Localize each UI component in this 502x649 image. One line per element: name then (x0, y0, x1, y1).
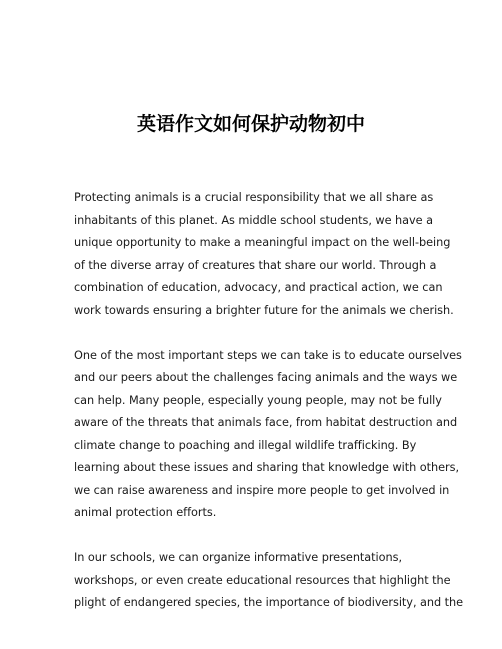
text-line: climate change to poaching and illegal wildlife trafficking. By (74, 438, 417, 452)
text-line: aware of the threats that animals face, from habitat destruction and (74, 416, 458, 429)
text-line: we can raise awareness and inspire more people to get involved in (74, 483, 450, 497)
text-line: work towards ensuring a brighter future for the animals we cherish. (74, 303, 454, 317)
text-line: combination of education, advocacy, and practical action, we can (74, 281, 443, 294)
text-line: and our peers about the challenges facing animals and the ways we (74, 371, 458, 384)
text-line: plight of endangered species, the importance of biodiversity, and the (74, 596, 464, 609)
text-line: unique opportunity to make a meaningful impact on the well-being (74, 236, 451, 249)
text-line: inhabitants of this planet. As middle school students, we have a (74, 213, 433, 227)
text-line: can help. Many people, especially young people, may not be fully (74, 393, 442, 407)
document-title: 英语作文如何保护动物初中 (136, 113, 365, 135)
paragraph-1 (74, 187, 454, 322)
text-line: of the diverse array of creatures that share our world. Through a (74, 258, 437, 272)
text-line: learning about these issues and sharing that knowledge with others, (74, 461, 459, 474)
paragraph-3 (74, 547, 464, 615)
text-line: Protecting animals is a crucial responsibility that we all share as (74, 191, 434, 204)
document-body (74, 187, 464, 637)
paragraph-2 (74, 345, 462, 525)
text-line: animal protection efforts. (74, 506, 217, 519)
text-line: workshops, or even create educational resources that highlight the (74, 573, 451, 587)
text-line: In our schools, we can organize informative presentations, (74, 551, 402, 564)
text-line: One of the most important steps we can take is to educate ourselves (74, 348, 462, 362)
